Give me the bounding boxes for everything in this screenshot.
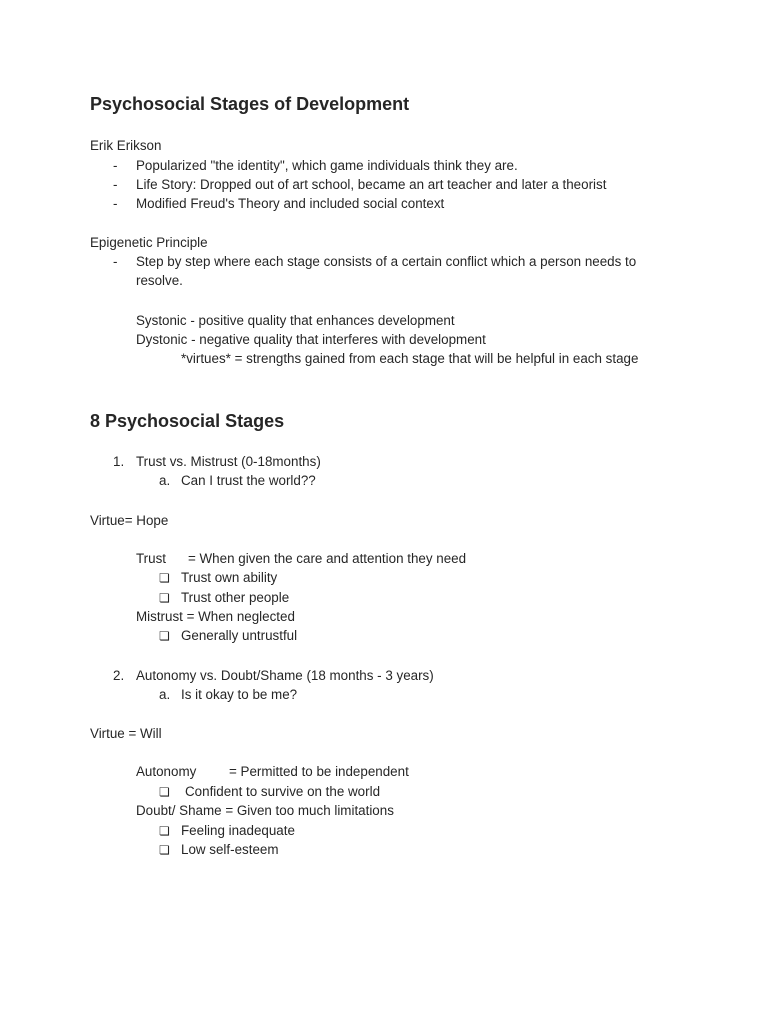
- checklist-item: Feeling inadequate: [181, 823, 295, 838]
- positive-definition: = When given the care and attention they need: [188, 551, 467, 566]
- virtues-definition: *virtues* = strengths gained from each stage that will be helpful in each stage: [181, 351, 639, 366]
- stage-title: Trust vs. Mistrust (0-18months): [136, 454, 321, 469]
- stage-virtue: Virtue = Will: [90, 726, 162, 741]
- bullet-marker: -: [113, 196, 118, 211]
- bullet-marker: -: [113, 254, 118, 269]
- checklist-item: Confident to survive on the world: [185, 784, 381, 799]
- checkbox-icon: ❏: [159, 824, 170, 838]
- stage-number: 2.: [113, 668, 125, 683]
- positive-term: Autonomy: [136, 764, 197, 779]
- stage-number: 1.: [113, 454, 125, 469]
- erikson-item: Popularized "the identity", which game individuals think they are.: [136, 158, 518, 173]
- checkbox-icon: ❏: [159, 591, 170, 605]
- checkbox-icon: ❏: [159, 843, 170, 857]
- bullet-marker: -: [113, 177, 118, 192]
- negative-definition: Mistrust = When neglected: [136, 609, 295, 624]
- checklist-item: Generally untrustful: [181, 628, 298, 643]
- checkbox-icon: ❏: [159, 571, 170, 585]
- epigenetic-item-line1: Step by step where each stage consists of a certain conflict which a person needs to: [136, 254, 637, 269]
- document-title: Psychosocial Stages of Development: [90, 94, 410, 114]
- stage-virtue: Virtue= Hope: [90, 513, 169, 528]
- stages-heading: 8 Psychosocial Stages: [90, 411, 285, 431]
- erikson-item: Life Story: Dropped out of art school, became an art teacher and later a theorist: [136, 177, 607, 192]
- erikson-item: Modified Freud's Theory and included social context: [136, 196, 445, 211]
- sub-marker: a.: [159, 687, 171, 702]
- stage-question: Can I trust the world??: [181, 473, 316, 488]
- checklist-item: Trust own ability: [181, 570, 278, 585]
- sub-marker: a.: [159, 473, 171, 488]
- stage-title: Autonomy vs. Doubt/Shame (18 months - 3 years): [136, 668, 434, 683]
- bullet-marker: -: [113, 158, 118, 173]
- positive-definition: = Permitted to be independent: [229, 764, 409, 779]
- checklist-item: Trust other people: [181, 590, 290, 605]
- checkbox-icon: ❏: [159, 785, 170, 799]
- checkbox-icon: ❏: [159, 629, 170, 643]
- dystonic-definition: Dystonic - negative quality that interferes with development: [136, 332, 486, 347]
- checklist-item: Low self-esteem: [181, 842, 279, 857]
- systonic-definition: Systonic - positive quality that enhances development: [136, 313, 455, 328]
- stage-question: Is it okay to be me?: [181, 687, 298, 702]
- epigenetic-heading: Epigenetic Principle: [90, 235, 208, 250]
- epigenetic-item-line2: resolve.: [136, 273, 183, 288]
- negative-definition: Doubt/ Shame = Given too much limitations: [136, 803, 394, 818]
- erikson-heading: Erik Erikson: [90, 138, 162, 153]
- positive-term: Trust: [136, 551, 167, 566]
